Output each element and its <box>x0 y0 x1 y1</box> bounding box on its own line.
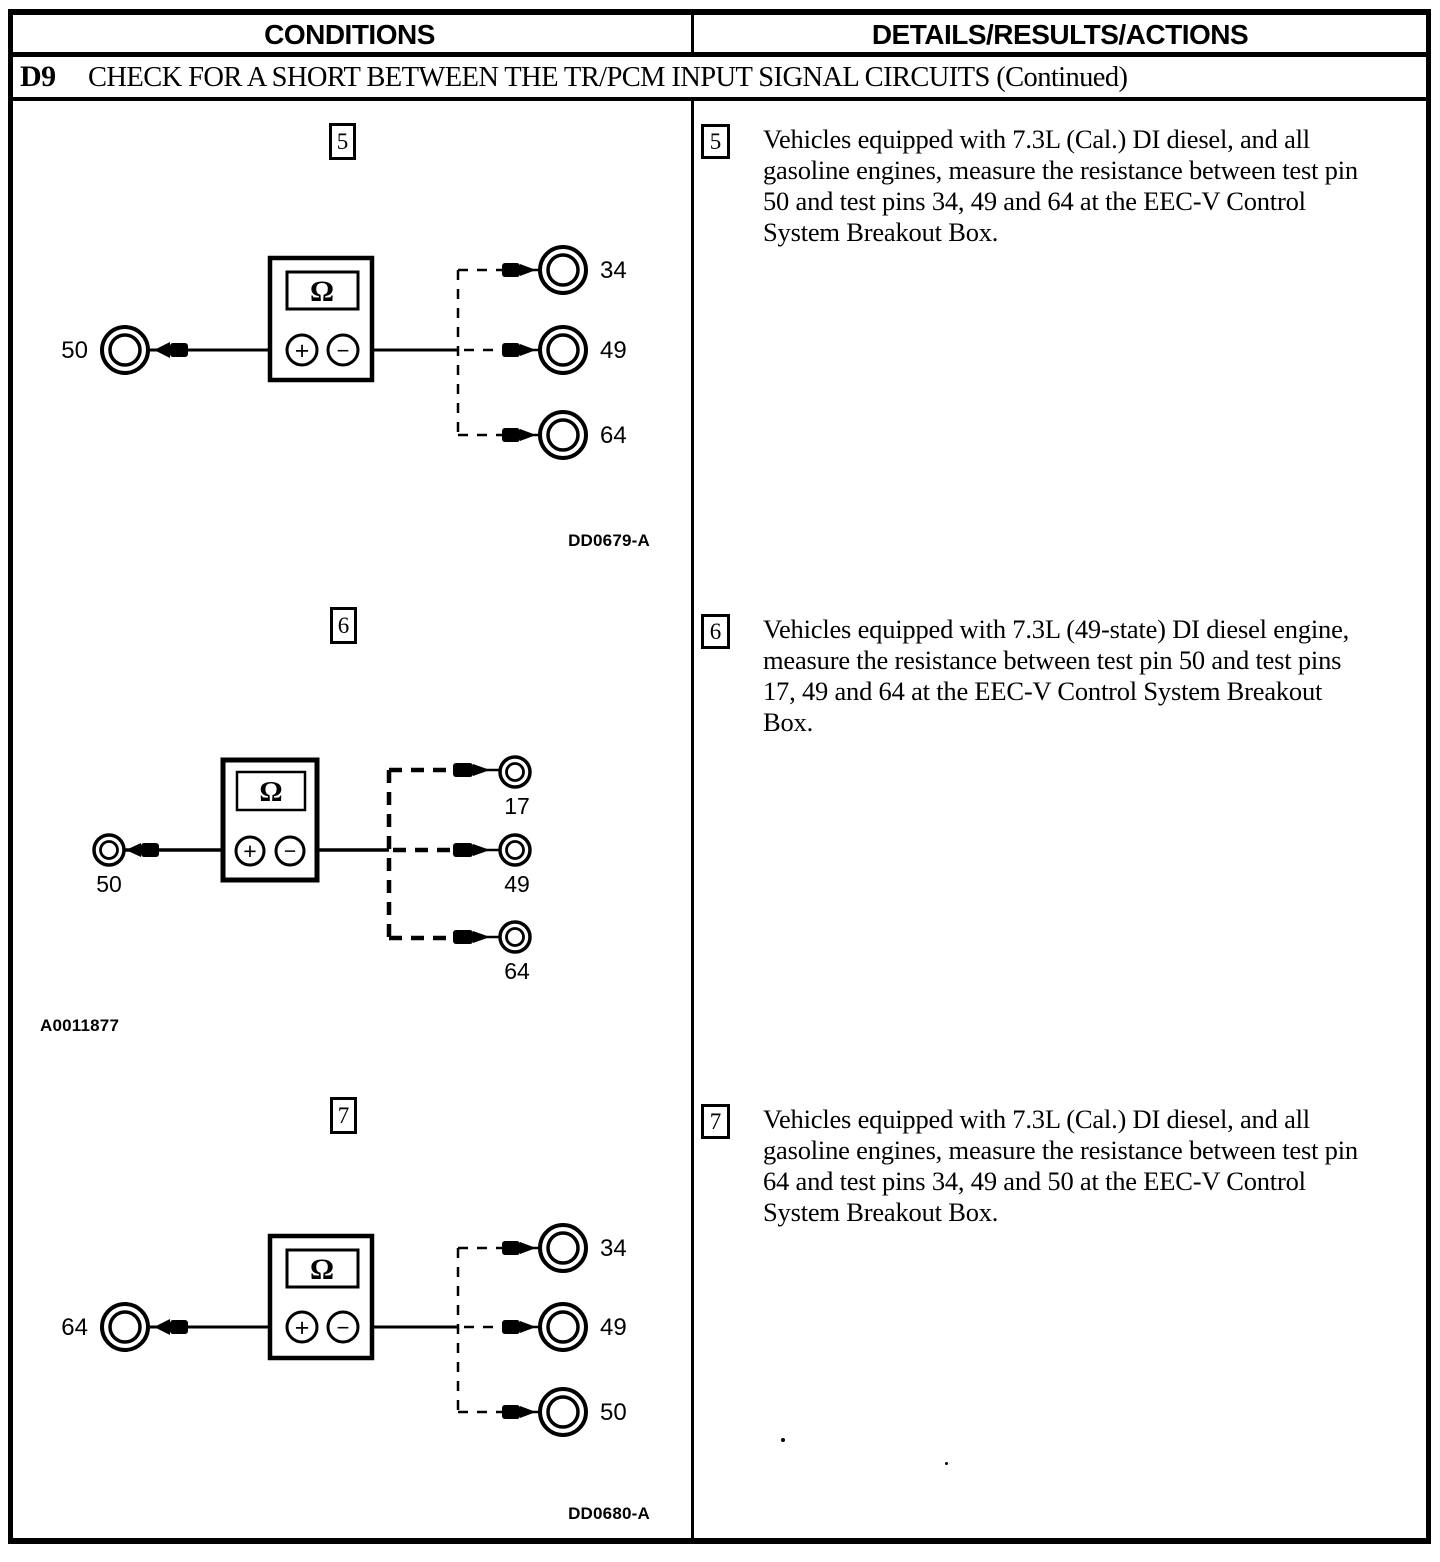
test-lead-probe-left-body <box>170 1320 188 1334</box>
pin-terminal-outer <box>500 757 530 787</box>
details-column-header: DETAILS/RESULTS/ACTIONS <box>871 19 1249 50</box>
diagram-6-number: 6 <box>337 612 350 638</box>
pin-label: 64 <box>504 958 530 984</box>
minus-sign: − <box>283 840 297 863</box>
pin-row-49 <box>453 835 530 897</box>
pin-terminal-outer <box>94 835 124 865</box>
left-pin-label: 64 <box>61 1314 88 1341</box>
step-7-instruction: Vehicles equipped with 7.3L (Cal.) DI diesel, and all gasoline engines, measure the resistance between test pin 64 and test pins 34, 49 and 50 at the EEC-V Control System Breakout Box. <box>763 1104 1358 1227</box>
pin-terminal-inner <box>548 1397 578 1427</box>
step-6-number-box <box>701 614 730 649</box>
test-lead-probe-left-body <box>141 843 159 857</box>
test-lead-probe-body <box>502 428 520 442</box>
pin-terminal-inner <box>110 335 140 365</box>
table-top-border <box>8 9 1431 15</box>
pin-row-34 <box>502 1225 627 1271</box>
pin-row-34 <box>502 247 627 293</box>
diagram-5-number: 5 <box>336 128 349 154</box>
test-lead-probe-left-body <box>170 343 188 357</box>
test-step-title: CHECK FOR A SHORT BETWEEN THE TR/PCM INPUT SIGNAL CIRCUITS (Continued) <box>88 62 1128 93</box>
pin-label: 34 <box>600 1235 627 1262</box>
test-step-id: D9 <box>20 60 56 93</box>
step-7-number: 7 <box>709 1108 722 1134</box>
left-pin-label: 50 <box>96 871 122 897</box>
pin-terminal-inner <box>548 1312 578 1342</box>
test-lead-probe-body <box>502 1405 520 1419</box>
test-lead-probe-body <box>453 843 473 857</box>
pin-terminal-outer <box>500 835 530 865</box>
test-lead-probe-body <box>502 1241 520 1255</box>
step-5-number-box <box>701 124 730 159</box>
plus-sign: + <box>294 1314 310 1342</box>
test-lead-probe-body <box>453 930 473 944</box>
pin-terminal-inner <box>507 929 524 946</box>
test-lead-probe-body <box>502 263 520 277</box>
diagram-7-number: 7 <box>337 1102 350 1128</box>
pin-label: 64 <box>600 422 627 449</box>
figure-caption-a0011877: A0011877 <box>40 1016 120 1035</box>
step-7-number-box <box>701 1104 730 1139</box>
pin-terminal-inner <box>548 420 578 450</box>
pin-label: 34 <box>600 257 627 284</box>
test-row-separator <box>8 97 1431 101</box>
pin-terminal-inner <box>548 255 578 285</box>
test-lead-probe-left <box>154 342 170 358</box>
conditions-column-header: CONDITIONS <box>264 19 435 50</box>
pin-label: 49 <box>504 871 530 897</box>
pin-row-17 <box>453 757 530 819</box>
minus-sign: − <box>336 1315 350 1340</box>
plus-sign: + <box>243 838 257 864</box>
pin-terminal-inner <box>548 1233 578 1263</box>
ohm-symbol: Ω <box>309 275 335 308</box>
pin-terminal-inner <box>507 842 524 859</box>
pin-terminal-inner <box>110 1312 140 1342</box>
scan-speck <box>945 1462 948 1465</box>
test-lead-probe-left <box>126 843 141 857</box>
pin-row-50 <box>502 1389 627 1435</box>
test-lead-probe-left <box>154 1319 170 1335</box>
step-5-number: 5 <box>709 128 722 154</box>
step-6-instruction: Vehicles equipped with 7.3L (49-state) DI diesel engine, measure the resistance between test pin 50 and test pins 17, 49 and 64 at the EEC-V Control System Breakout Box. <box>763 614 1350 737</box>
test-lead-probe-body <box>453 763 473 777</box>
ohm-symbol: Ω <box>259 776 283 808</box>
pin-label: 49 <box>600 1314 627 1341</box>
pin-terminal-outer <box>500 922 530 952</box>
pin-label: 50 <box>600 1399 627 1426</box>
pin-label: 49 <box>600 337 627 364</box>
table-right-border <box>1426 9 1431 1544</box>
pin-row-64 <box>453 922 530 984</box>
step-5-instruction: Vehicles equipped with 7.3L (Cal.) DI diesel, and all gasoline engines, measure the resistance between test pin 50 and test pins 34, 49 and 64 at the EEC-V Control System Breakout Box. <box>763 124 1358 247</box>
figure-caption-dd0680a: DD0680-A <box>568 1504 650 1523</box>
figure-caption-dd0679a: DD0679-A <box>568 531 650 550</box>
pin-row-49 <box>502 327 627 373</box>
pin-terminal-inner <box>101 842 118 859</box>
scan-speck <box>781 1438 785 1442</box>
pin-label: 17 <box>504 793 530 819</box>
test-lead-probe-body <box>502 343 520 357</box>
test-lead-probe-body <box>502 1320 520 1334</box>
pin-terminal-inner <box>548 335 578 365</box>
pin-row-49 <box>502 1304 627 1350</box>
left-pin-label: 50 <box>61 337 88 364</box>
plus-sign: + <box>294 337 310 365</box>
step-6-number: 6 <box>709 618 722 644</box>
minus-sign: − <box>336 338 350 363</box>
diagram-5-ohmmeter-test <box>0 103 693 593</box>
diagram-7-ohmmeter-test <box>0 1083 693 1545</box>
pin-row-64 <box>502 412 627 458</box>
diagram-6-ohmmeter-test <box>0 593 693 1083</box>
ohm-symbol: Ω <box>309 1253 335 1286</box>
pin-terminal-inner <box>507 764 524 781</box>
